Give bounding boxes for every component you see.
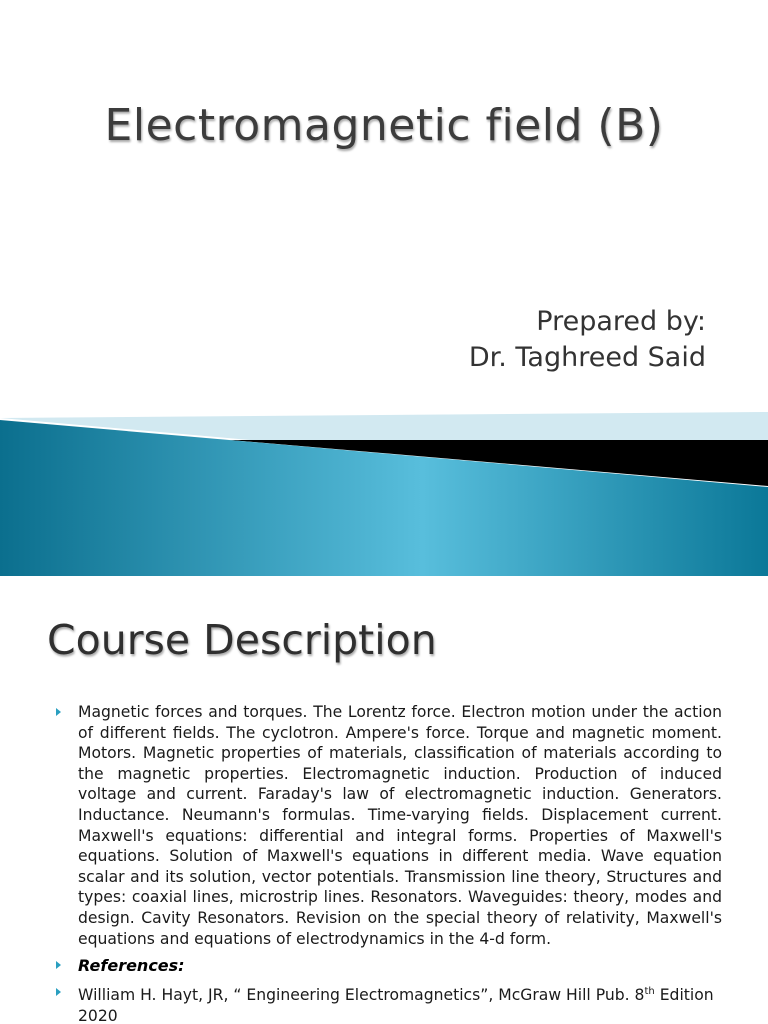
- slide-title: Course Description: [47, 616, 437, 664]
- reference-entry: William H. Hayt, JR, “ Engineering Electromagnetics”, McGraw Hill Pub. 8th Edition 2020: [78, 986, 714, 1024]
- course-description-text: Magnetic forces and torques. The Lorentz force. Electron motion under the action of different fields. The cyclotron. Ampere's force. Torque and magnetic moment. Motors. Magnetic properties of materials, classification of materials according to the magnetic properties. Electromagnetic induction. Production of induced voltage and current. Faraday's law of electromagnetic induction. Generators. Inductance. Neumann's formulas. Time-varying fields. Displacement current. Maxwell's equations: differential and integral forms. Properties of Maxwell's equations. Solution of Maxwell's equations in different media. Wave equation scalar and its solution, vector potentials. Transmission line theory, Structures and types: coaxial lines, microstrip lines. Resonators. Waveguides: theory, modes and design. Cavity Resonators. Revision on the special theory of relativity, Maxwell's equations and equations of electrodynamics in the 4-d form.: [78, 703, 722, 948]
- author-name: Dr. Taghreed Said: [468, 342, 706, 373]
- bullet-arrow-icon: [56, 961, 61, 969]
- list-item: [54, 955, 722, 976]
- course-description-slide: [0, 576, 768, 1024]
- list-item: [54, 982, 722, 1024]
- references-heading: References:: [78, 956, 185, 976]
- bullet-arrow-icon: [56, 988, 61, 996]
- bullet-arrow-icon: [56, 708, 61, 716]
- bullet-list: [54, 702, 722, 1024]
- prepared-by-label: Prepared by:: [536, 306, 706, 337]
- list-item: [54, 702, 722, 949]
- slide-title: Electromagnetic field (B): [104, 100, 664, 151]
